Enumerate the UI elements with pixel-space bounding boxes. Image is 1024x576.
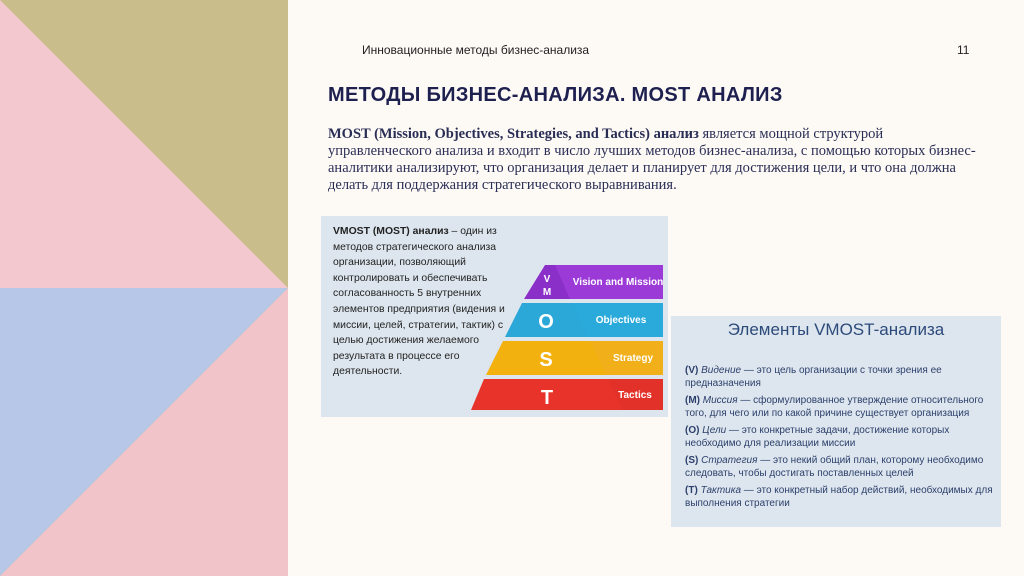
element-key: (V) bbox=[685, 365, 699, 376]
intro-paragraph bbox=[328, 126, 978, 194]
vmost-pyramid bbox=[471, 260, 666, 412]
intro-bold: MOST (Mission, Objectives, Strategies, and Tactics) анализ bbox=[328, 126, 699, 142]
element-term: Тактика bbox=[700, 485, 742, 496]
letter-m: M bbox=[542, 287, 552, 298]
letter-v: V bbox=[543, 274, 551, 285]
label-vision: Vision and Mission bbox=[572, 277, 664, 288]
element-key: (M) bbox=[685, 395, 700, 406]
decorative-panel bbox=[0, 0, 288, 576]
letter-t: T bbox=[540, 387, 554, 409]
intro-text: является мощной структурой управленческого анализа и входит в число лучших методов бизнес-анализа, с помощью которых бизнес-аналитики анализируют, что организация делает и планирует для достижения цели, и что она должна делать для поддержания стратегического выравнивания. bbox=[328, 126, 976, 193]
element-text: — это конкретный набор действий, необходимых для выполнения стратегии bbox=[685, 485, 993, 509]
label-objectives: Objectives bbox=[595, 315, 647, 326]
element-text: — это некий общий план, которому необходимо следовать, чтобы достигать поставленных целей bbox=[685, 455, 984, 479]
elements-card bbox=[671, 316, 1001, 527]
vmost-bold: VMOST (MOST) анализ bbox=[333, 226, 449, 237]
element-key: (O) bbox=[685, 425, 700, 436]
element-s bbox=[685, 454, 995, 480]
vmost-text: – один из методов стратегического анализа организации, позволяющий контролировать и обеспечивать согласованность 5 внутренних элементов предприятия (видения и миссии, целей, стратегии, тактик) с целью достижения желаемого результата в процессе его деятельности. bbox=[333, 226, 505, 378]
presentation-subtitle: Инновационные методы бизнес-анализа bbox=[362, 43, 590, 57]
elements-title: Элементы VMOST-анализа bbox=[727, 320, 945, 339]
element-term: Стратегия bbox=[701, 455, 758, 466]
slide-title: МЕТОДЫ БИЗНЕС-АНАЛИЗА. MOST АНАЛИЗ bbox=[328, 84, 783, 106]
letter-o: O bbox=[538, 311, 554, 333]
letter-s: S bbox=[539, 349, 553, 371]
element-term: Миссия bbox=[702, 395, 738, 406]
element-key: (S) bbox=[685, 455, 699, 466]
element-v bbox=[685, 364, 995, 390]
element-text: — это цель организации с точки зрения ее предназначения bbox=[685, 365, 942, 389]
elements-list bbox=[685, 364, 995, 514]
vmost-card bbox=[321, 216, 668, 417]
element-term: Видение bbox=[701, 365, 742, 376]
element-o bbox=[685, 424, 995, 450]
element-text: — сформулированное утверждение относительного того, для чего или по какой причине существует организация bbox=[685, 395, 984, 419]
element-term: Цели bbox=[702, 425, 727, 436]
label-strategy: Strategy bbox=[612, 353, 654, 364]
element-text: — это конкретные задачи, достижение которых необходимо для реализации миссии bbox=[685, 425, 950, 449]
element-key: (T) bbox=[685, 485, 698, 496]
page-number: 11 bbox=[957, 43, 970, 57]
label-tactics: Tactics bbox=[618, 390, 652, 401]
element-t bbox=[685, 484, 995, 510]
element-m bbox=[685, 394, 995, 420]
